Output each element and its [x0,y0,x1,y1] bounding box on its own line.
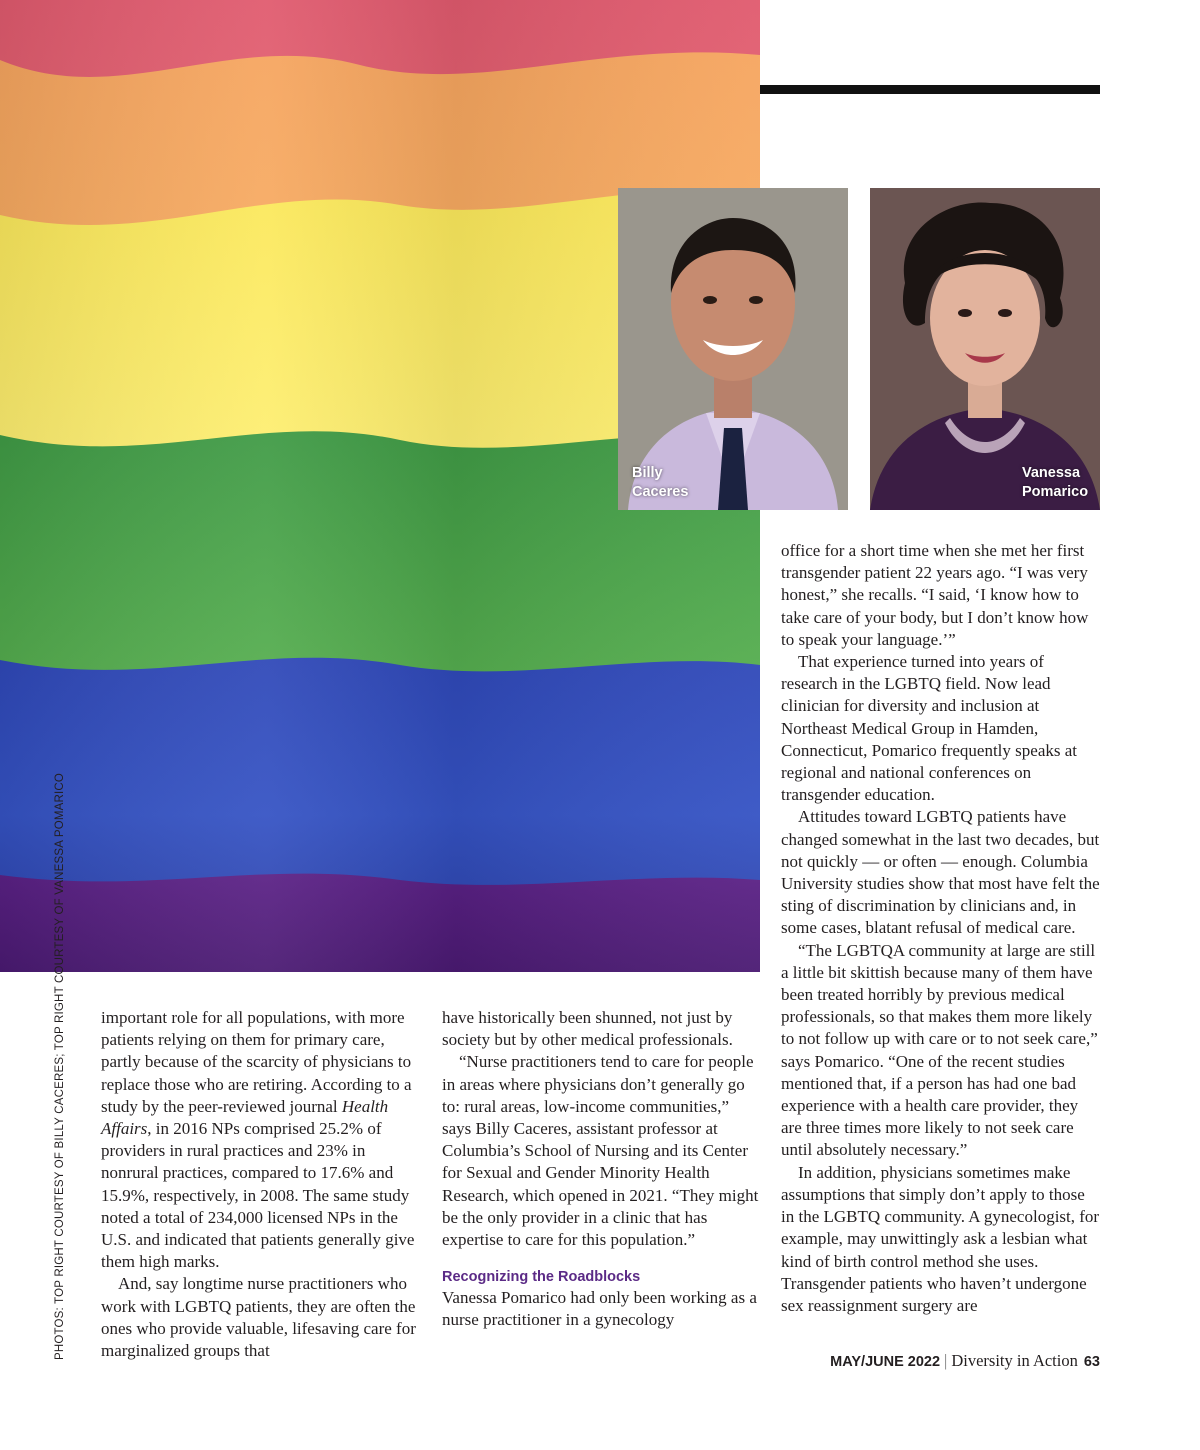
paragraph: “The LGBTQA community at large are still a little bit skittish because many of them have been treated horribly by previous medical professionals, so that makes them more likely to not follow up with care or to not seek care,” says Pomarico. “One of the recent studies mentioned that, if a person has had one bad experience with a health care provider, they are three times more likely to not seek care until absolutely necessary.” [781,940,1098,1160]
article-column-2 [442,1007,760,1332]
caption-vanessa-pomarico: Vanessa Pomarico [1022,465,1089,500]
photo-vanessa-pomarico [870,188,1100,510]
paragraph: important role for all populations, with more patients relying on them for primary care, partly because of the scarcity of physicians to replace those who are retiring. According to a study by the peer-reviewed journal Health Affairs, in 2016 NPs comprised 25.2% of providers in rural practices and 23% in nonrural practices, compared to 17.6% and 15.9%, respectively, in 2008. The same study noted a total of 234,000 licensed NPs in the U.S. and indicated that patients generally give them high marks. [101,1008,415,1272]
issue-date: MAY/JUNE 2022 [830,1354,941,1370]
page-number: 63 [1083,1354,1100,1370]
article-column-1 [101,1007,421,1362]
paragraph: office for a short time when she met her first transgender patient 22 years ago. “I was very honest,” she recalls. “I said, ‘I know how to take care of your body, but I don’t know how to speak your language.’” [781,541,1089,649]
paragraph: That experience turned into years of research in the LGBTQ field. Now lead clinician for diversity and inclusion at Northeast Medical Group in Hamden, Connecticut, Pomarico frequently speaks at regional and national conferences on transgender education. [781,652,1077,805]
section-subhead: Recognizing the Roadblocks [442,1269,641,1286]
photo-credit: PHOTOS: TOP RIGHT COURTESY OF BILLY CACERES; TOP RIGHT COURTESY OF VANESSA POMARICO [54,772,66,1360]
paragraph: Attitudes toward LGBTQ patients have changed somewhat in the last two decades, but not quickly — or often — enough. Columbia University studies show that most have felt the sting of discrimination by clinicians and, in some cases, blatant refusal of medical care. [781,807,1100,938]
paragraph: Vanessa Pomarico had only been working as a nurse practitioner in a gynecology [442,1288,757,1330]
paragraph: In addition, physicians sometimes make assumptions that simply don’t apply to those in the LGBTQ community. A gynecologist, for example, may unwittingly ask a lesbian what kind of birth control method she uses. Transgender patients who haven’t undergone sex reassignment surgery are [781,1162,1100,1315]
magazine-name: Diversity in Action [951,1351,1078,1370]
footer-separator: | [944,1351,948,1370]
paragraph: “Nurse practitioners tend to care for people in areas where physicians don’t generally go to: rural areas, low-income communities,” says Billy Caceres, assistant professor at Columbia’s School of Nursing and its Center for Sexual and Gender Minority Health Research, which opened in 2021. “They might be the only provider in a clinic that has expertise to care for this population.” [442,1052,759,1250]
photo-billy-caceres [618,188,848,510]
page-footer [830,1351,1100,1371]
paragraph: And, say longtime nurse practitioners who work with LGBTQ patients, they are often the ones who provide valuable, lifesaving care for marginalized groups that [101,1274,416,1361]
header-rule [760,85,1100,94]
caption-billy-caceres: Billy Caceres [632,465,689,500]
paragraph: have historically been shunned, not just by society but by other medical professionals. [442,1008,733,1050]
article-column-3 [781,540,1101,1317]
